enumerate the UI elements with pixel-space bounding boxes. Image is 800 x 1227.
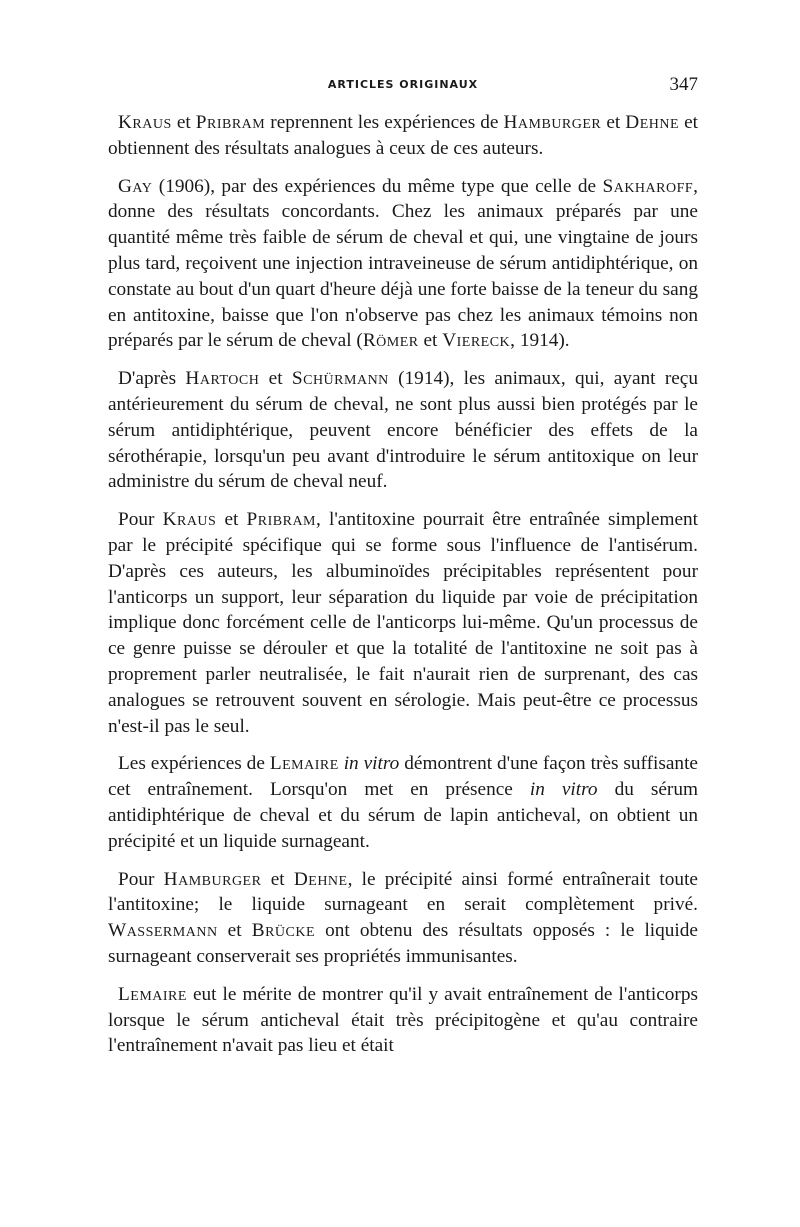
paragraph bbox=[108, 507, 698, 739]
text-run: , donne des résultats concordants. Chez les animaux préparés par une quantité même très faible de sérum de cheval et qui, une vingtaine de jours plus tard, reçoivent une injection intraveineuse de sérum antidiphtérique, on constate au bout d'un quart d'heure déjà une forte baisse de la teneur du sang en antitoxine, baisse que l'on n'observe pas chez les animaux témoins non préparés par le sérum de cheval ( bbox=[108, 175, 698, 352]
page bbox=[108, 70, 698, 1071]
text-run: Pour bbox=[118, 868, 164, 890]
running-header bbox=[108, 70, 698, 106]
text-run: Pour bbox=[118, 509, 163, 531]
paragraph bbox=[108, 867, 698, 970]
text-run: et bbox=[601, 112, 626, 133]
text-run: et bbox=[259, 368, 292, 390]
text-run: et bbox=[216, 509, 247, 531]
text-run: du sérum antidiphtérique de cheval et du sérum de lapin anticheval, on obtient un précipité et un liquide surnageant. bbox=[108, 779, 698, 852]
text-run: , l'antitoxine pourrait être entraînée simplement par le précipité spécifique qui se forme sous l'influence de l'antisérum. D'après ces auteurs, les albuminoïdes précipitables représentent pour l'anticorps un support, leur séparation du liquide par voie de précipitation implique donc forcément celle de l'anticorps lui-même. Qu'un processus de ce genre puisse se dérouler et que la totalité de l'antitoxine ne soit pas à proprement parler neutralisée, le fait n'aurait rien de surprenant, des cas analogues se retrouvent souvent en sérologie. Mais peut-être ce processus n'est-il pas le seul. bbox=[108, 509, 698, 737]
author-name: Lemaire bbox=[269, 753, 339, 775]
text-run: D'après bbox=[118, 368, 186, 390]
author-name: Kraus bbox=[118, 112, 172, 133]
author-name: Hamburger bbox=[503, 112, 602, 133]
paragraph bbox=[108, 110, 698, 162]
paragraph bbox=[108, 982, 698, 1059]
text-run: et bbox=[217, 920, 252, 942]
italic-text: in vitro bbox=[343, 753, 400, 775]
author-name: Viereck bbox=[442, 330, 511, 352]
text-run: Les expériences de bbox=[118, 753, 270, 775]
author-name: Brücke bbox=[251, 920, 316, 942]
running-title: ARTICLES ORIGINAUX bbox=[327, 78, 479, 91]
author-name: Pribram bbox=[246, 509, 317, 531]
paragraph bbox=[108, 174, 698, 355]
text-run: ont obtenu des résultats opposés : le liquide surnageant conserverait ses propriétés immunisantes. bbox=[108, 920, 698, 967]
italic-text: in vitro bbox=[529, 779, 598, 801]
author-name: Wassermann bbox=[108, 920, 218, 942]
text-run: reprennent les expériences de bbox=[265, 112, 504, 133]
author-name: Dehne bbox=[293, 868, 348, 890]
text-run: (1906), par des expériences du même type que celle de bbox=[152, 175, 603, 197]
author-name: Gay bbox=[118, 175, 153, 197]
text-run: démontrent d'une façon très suffisante cet entraînement. Lorsqu'on met en présence bbox=[108, 753, 698, 801]
author-name: Sakharoff bbox=[602, 175, 694, 197]
page-number: 347 bbox=[669, 74, 698, 95]
text-run: et bbox=[171, 112, 196, 133]
author-name: Römer bbox=[362, 330, 419, 352]
author-name: Pribram bbox=[195, 112, 266, 133]
author-name: Hamburger bbox=[163, 868, 262, 890]
paragraph bbox=[108, 751, 698, 854]
text-run: (1914), les animaux, qui, ayant reçu antérieurement du sérum de cheval, ne sont plus aussi bien protégés par le sérum antidiphtérique, peuvent encore bénéficier des effets de la sérothérapie, lorsqu'un peu avant d'introduire le sérum antitoxique on leur administre du sérum de cheval neuf. bbox=[108, 368, 699, 493]
author-name: Dehne bbox=[625, 112, 680, 133]
author-name: Lemaire bbox=[118, 983, 187, 1005]
author-name: Hartoch bbox=[185, 368, 260, 390]
author-name: Kraus bbox=[162, 509, 217, 531]
paragraph bbox=[108, 366, 698, 495]
text-run: eut le mérite de montrer qu'il y avait entraînement de l'anticorps lorsque le sérum anticheval était très précipitogène et qu'au contraire l'entraînement n'avait pas lieu et était bbox=[108, 983, 698, 1057]
text-run: et bbox=[418, 330, 443, 352]
text-run: , 1914). bbox=[510, 330, 570, 352]
text-run: et bbox=[261, 868, 294, 890]
text-run: et obtiennent des résultats analogues à ceux de ces auteurs. bbox=[108, 112, 698, 159]
author-name: Schürmann bbox=[291, 368, 389, 390]
text-run: , le précipité ainsi formé entraînerait toute l'antitoxine; le liquide surnageant en serait complètement privé. bbox=[108, 868, 698, 916]
body-text bbox=[108, 110, 698, 1059]
